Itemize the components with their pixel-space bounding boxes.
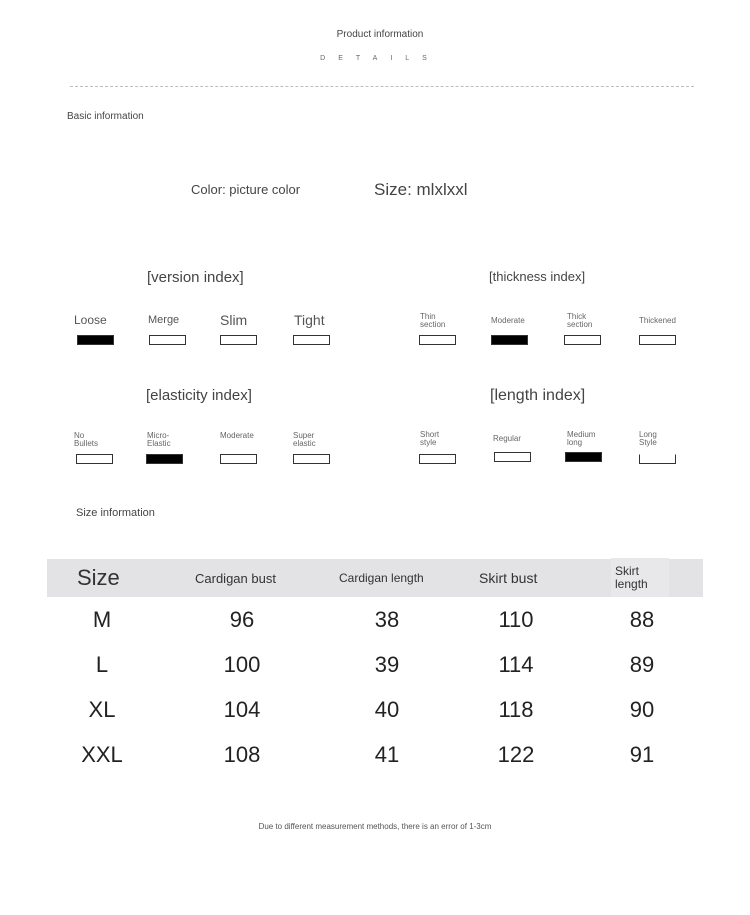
elasticity-option-label: Moderate — [220, 431, 254, 440]
length-option-label: Regular — [493, 434, 522, 443]
thickness-indicator — [639, 335, 676, 345]
table-row — [47, 642, 703, 687]
basic-information-label: Basic information — [67, 111, 144, 122]
length-option-label: Medium long — [567, 430, 596, 447]
thickness-option-label: Thin section — [420, 312, 446, 329]
dashed-divider — [70, 86, 694, 87]
table-cell: 90 — [629, 697, 655, 722]
size-information-label: Size information — [76, 507, 155, 519]
version-option-label: Tight — [294, 312, 325, 328]
length-indicator — [419, 454, 456, 464]
length-option-label: Short style — [420, 430, 440, 447]
table-cell: XXL — [81, 742, 123, 767]
table-cell: 39 — [374, 652, 400, 677]
table-cell: L — [95, 652, 109, 677]
table-cell: 100 — [223, 652, 261, 677]
table-cell: 91 — [629, 742, 655, 767]
table-row — [47, 732, 703, 777]
table-cell: 110 — [498, 607, 534, 632]
color-info: Color: picture color — [191, 182, 301, 197]
version-option-label: Slim — [220, 312, 248, 328]
table-cell: 40 — [374, 697, 400, 722]
version-indicator-selected — [77, 335, 114, 345]
table-cell: 122 — [497, 742, 535, 767]
version-indicator — [293, 335, 330, 345]
table-cell: XL — [88, 697, 116, 722]
length-indicator-selected — [565, 452, 602, 462]
version-indicator — [149, 335, 186, 345]
thickness-option-label: Thick section — [567, 312, 593, 329]
elasticity-indicator — [293, 454, 330, 464]
table-row — [47, 597, 703, 642]
elasticity-indicator — [220, 454, 257, 464]
table-cell: 104 — [223, 697, 261, 722]
thickness-option-label: Thickened — [639, 316, 676, 325]
page-title: Product information — [336, 29, 424, 40]
thickness-index-title: [thickness index] — [489, 269, 586, 284]
table-cell: 114 — [498, 652, 534, 677]
version-option-label: Loose — [74, 313, 107, 327]
header-skirt-bust: Skirt bust — [479, 570, 538, 586]
size-table-header — [47, 559, 703, 597]
version-indicator — [220, 335, 257, 345]
measurement-note: Due to different measurement methods, there is an error of 1-3cm — [258, 822, 492, 831]
length-indicator — [639, 454, 676, 464]
header-cardigan-length: Cardigan length — [339, 571, 424, 585]
thickness-option-label: Moderate — [491, 316, 525, 325]
table-cell: 88 — [629, 607, 655, 632]
elasticity-option-label: Micro-Elastic — [147, 431, 171, 448]
table-cell: 41 — [374, 742, 400, 767]
elasticity-indicator-selected — [146, 454, 183, 464]
size-table — [47, 559, 703, 777]
header-skirt-length: Skirt length — [611, 558, 669, 597]
version-index-title: [version index] — [147, 269, 244, 286]
table-cell: 89 — [629, 652, 655, 677]
length-option-label: Long Style — [639, 430, 657, 447]
elasticity-indicator — [76, 454, 113, 464]
table-row — [47, 687, 703, 732]
page-subtitle: DETAILS — [320, 55, 440, 62]
header-cardigan-bust: Cardigan bust — [195, 570, 276, 586]
thickness-indicator — [564, 335, 601, 345]
elasticity-index-title: [elasticity index] — [146, 387, 252, 404]
length-indicator — [494, 452, 531, 462]
thickness-indicator-selected — [491, 335, 528, 345]
thickness-indicator — [419, 335, 456, 345]
table-cell: 96 — [229, 607, 255, 632]
size-info: Size: mlxlxxl — [374, 180, 468, 199]
version-option-label: Merge — [148, 314, 180, 326]
table-cell: M — [92, 607, 112, 632]
header-size: Size — [77, 565, 120, 590]
elasticity-option-label: Super elastic — [293, 431, 316, 448]
table-cell: 118 — [498, 697, 534, 722]
elasticity-option-label: No Bullets — [74, 431, 99, 448]
table-cell: 38 — [374, 607, 400, 632]
length-index-title: [length index] — [490, 387, 586, 404]
table-cell: 108 — [223, 742, 261, 767]
